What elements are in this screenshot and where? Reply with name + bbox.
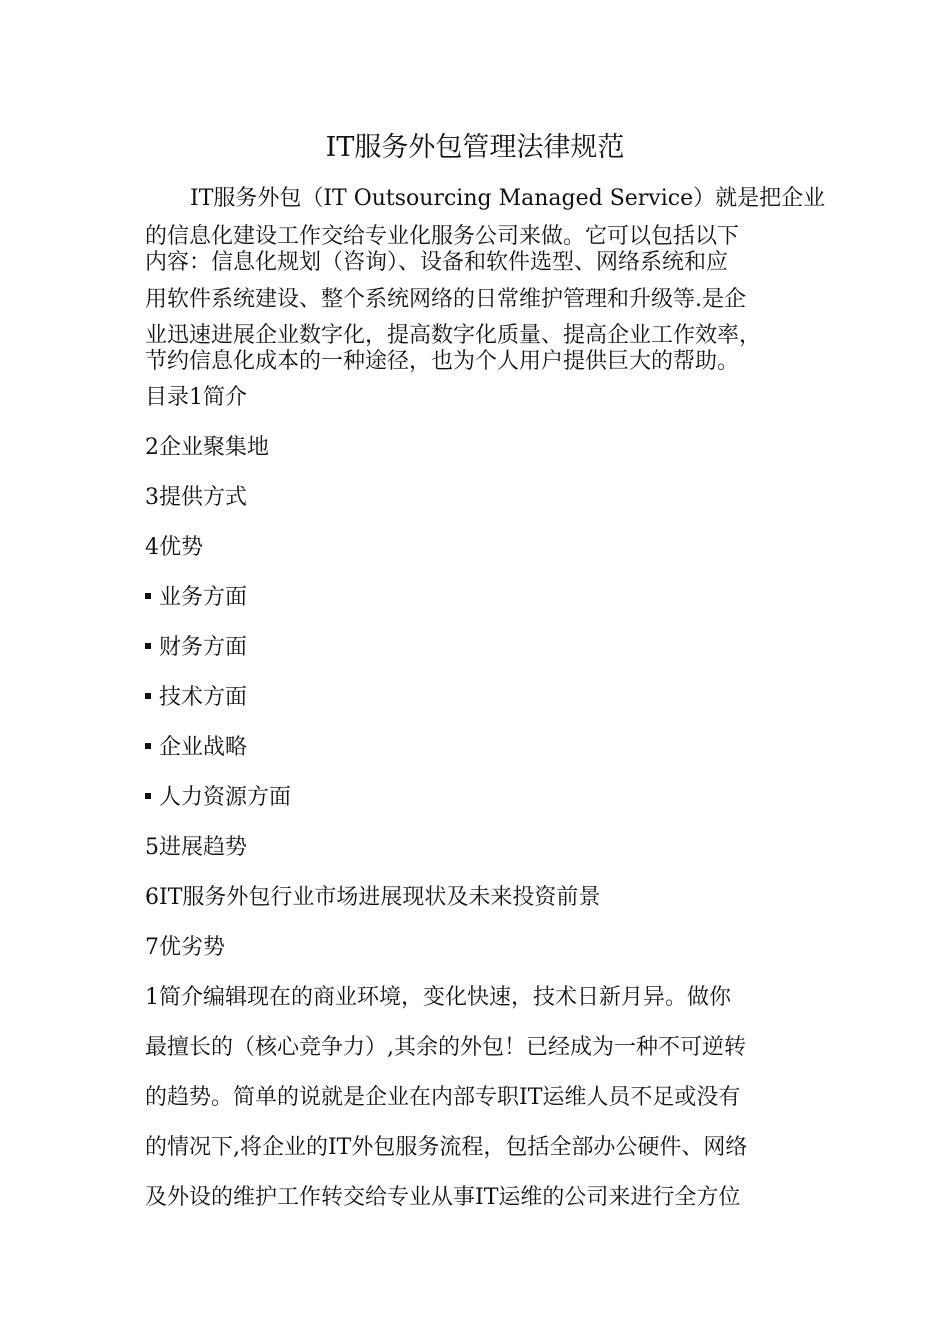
toc-subitem-5 bbox=[145, 783, 291, 813]
toc-subitem-4 bbox=[145, 733, 247, 763]
section1-line-4: 的情况下,将企业的IT外包服务流程，包括全部办公硬件、网络 bbox=[145, 1135, 748, 1160]
bullet-icon bbox=[145, 743, 151, 749]
toc-item-6: 6IT服务外包行业市场进展现状及未来投资前景 bbox=[145, 885, 601, 910]
intro-line-4: 用软件系统建设、整个系统网络的日常维护管理和升级等.是企 bbox=[145, 287, 746, 312]
intro-line-1: IT服务外包（IT Outsourcing Managed Service）就是把企业 bbox=[190, 186, 826, 211]
toc-item-7: 7优劣势 bbox=[145, 935, 225, 960]
intro-line-3: 内容：信息化规划（咨询）、设备和软件选型、网络系统和应 bbox=[145, 250, 729, 275]
bullet-icon bbox=[145, 693, 151, 699]
toc-subitem-3 bbox=[145, 683, 247, 713]
toc-item-4: 4优势 bbox=[145, 535, 203, 560]
intro-line-5: 业迅速进展企业数字化，提高数字化质量、提高企业工作效率， bbox=[145, 323, 762, 348]
toc-subitem-1 bbox=[145, 583, 247, 613]
toc-subitem-label: 人力资源方面 bbox=[159, 785, 292, 810]
toc-item-3: 3提供方式 bbox=[145, 485, 247, 510]
section1-line-1: 1简介编辑现在的商业环境，变化快速，技术日新月异。做你 bbox=[145, 985, 731, 1010]
toc-item-2: 2企业聚集地 bbox=[145, 435, 269, 460]
toc-subitem-label: 业务方面 bbox=[159, 585, 248, 610]
toc-item-1: 目录1简介 bbox=[145, 385, 247, 410]
toc-subitem-label: 财务方面 bbox=[159, 635, 248, 660]
bullet-icon bbox=[145, 593, 151, 599]
document-title: IT服务外包管理法律规范 bbox=[325, 132, 625, 163]
intro-line-6: 节约信息化成本的一种途径，也为个人用户提供巨大的帮助。 bbox=[145, 349, 740, 374]
intro-line-2: 的信息化建设工作交给专业化服务公司来做。它可以包括以下 bbox=[145, 224, 740, 249]
toc-item-5: 5进展趋势 bbox=[145, 835, 247, 860]
section1-line-5: 及外设的维护工作转交给专业从事IT运维的公司来进行全方位 bbox=[145, 1185, 741, 1210]
toc-subitem-label: 技术方面 bbox=[159, 685, 248, 710]
toc-subitem-label: 企业战略 bbox=[159, 735, 248, 760]
section1-line-2: 最擅长的（核心竞争力）,其余的外包！已经成为一种不可逆转 bbox=[145, 1035, 746, 1060]
bullet-icon bbox=[145, 643, 151, 649]
section1-line-3: 的趋势。简单的说就是企业在内部专职IT运维人员不足或没有 bbox=[145, 1085, 741, 1110]
bullet-icon bbox=[145, 793, 151, 799]
toc-subitem-2 bbox=[145, 633, 247, 663]
